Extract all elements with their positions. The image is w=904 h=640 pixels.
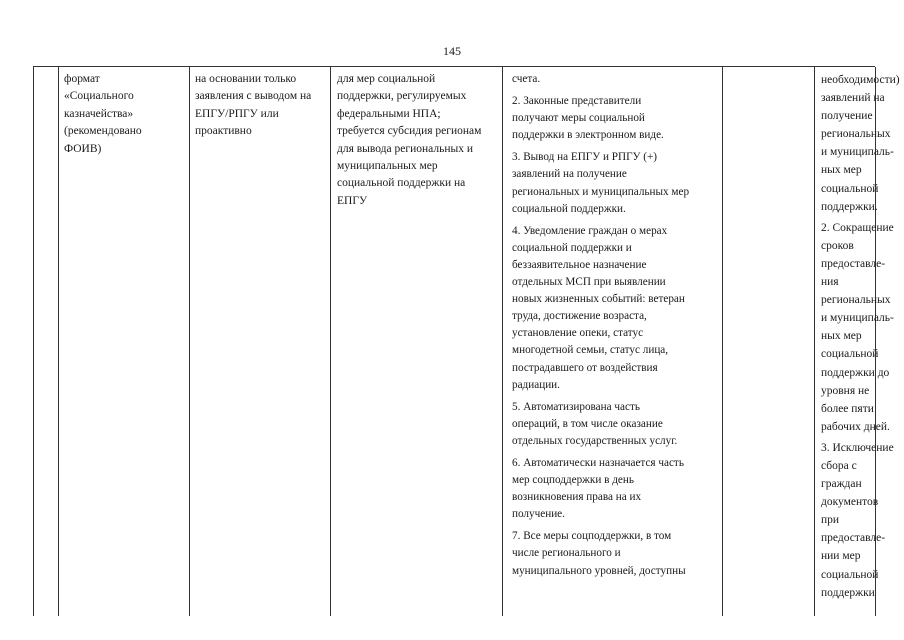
text-line: счета. xyxy=(512,73,541,85)
cell-number-text xyxy=(34,67,58,71)
text-line: поддержки xyxy=(821,586,875,599)
list-item xyxy=(821,71,900,216)
text-line: 4. Уведомление граждан о мерах xyxy=(512,224,668,237)
text-line: поддержки в электронном виде. xyxy=(512,129,664,142)
text-line: (рекомендовано xyxy=(64,125,142,138)
text-line: ния xyxy=(821,276,839,289)
text-line: предоставле- xyxy=(821,257,886,270)
text-line: социальной xyxy=(821,348,879,361)
text-line: многодетной семьи, статус лица, xyxy=(512,344,669,357)
list-item xyxy=(512,223,720,394)
text-line: возникновения права на их xyxy=(512,491,642,504)
text-line: новых жизненных событий: ветеран xyxy=(512,293,685,306)
text-line: поддержки до xyxy=(821,366,890,379)
text-line: ных мер xyxy=(821,164,862,177)
text-line: при xyxy=(821,514,840,527)
text-line: беззаявительное назначение xyxy=(512,258,647,271)
text-line: труда, достижение возраста, xyxy=(512,310,647,323)
list-item xyxy=(512,71,720,88)
document-table xyxy=(33,66,900,616)
text-line: получают меры социальной xyxy=(512,112,645,125)
text-line: более пяти xyxy=(821,402,874,415)
text-line: муниципального уровней, доступны xyxy=(512,564,686,577)
text-line: числе регионального и xyxy=(512,547,621,560)
list-item xyxy=(512,399,720,450)
text-line: региональных xyxy=(821,294,891,307)
text-line: рабочих дней. xyxy=(821,420,890,433)
list-item xyxy=(512,455,720,523)
text-line: социальной xyxy=(821,568,879,581)
list-item xyxy=(512,528,720,579)
text-line: заявлений на получение xyxy=(512,168,627,181)
text-line: необходимости) xyxy=(821,74,900,86)
text-line: социальной xyxy=(821,182,879,195)
text-line: и муниципаль- xyxy=(821,146,894,159)
text-line: операций, в том числе оказание xyxy=(512,417,663,430)
text-line: и муниципаль- xyxy=(821,312,894,325)
text-line: социальной поддержки. xyxy=(512,202,626,215)
table-cell-effects xyxy=(815,67,900,616)
text-line: ФОИВ) xyxy=(64,142,102,155)
cell-format-text xyxy=(59,67,189,158)
text-line: сроков xyxy=(821,239,854,252)
text-line: заявления с выводом на xyxy=(195,90,312,103)
text-line: граждан xyxy=(821,478,862,491)
text-line: отдельных МСП при выявлении xyxy=(512,276,666,289)
text-line: поддержки, регулируемых xyxy=(337,90,467,103)
text-line: ЕПГУ/РПГУ или xyxy=(195,107,279,120)
text-line: сбора с xyxy=(821,459,857,472)
cell-results-list xyxy=(503,67,722,580)
text-line: уровня не xyxy=(821,384,870,397)
text-line: 2. Законные представители xyxy=(512,95,642,108)
text-line: региональных и муниципальных мер xyxy=(512,185,690,198)
text-line: радиации. xyxy=(512,378,560,391)
list-item xyxy=(512,149,720,217)
text-line: поддержки. xyxy=(821,200,878,213)
text-line: требуется субсидия регионам xyxy=(337,125,482,138)
text-line: «Социального xyxy=(64,90,134,103)
cell-effects-list xyxy=(815,67,900,602)
text-line: заявлений на xyxy=(821,92,885,105)
table-cell-empty xyxy=(723,67,815,616)
text-line: 2. Сокращение xyxy=(821,221,894,234)
text-line: получение. xyxy=(512,508,565,521)
text-line: нии мер xyxy=(821,550,861,563)
text-line: проактивно xyxy=(195,125,252,138)
list-item xyxy=(821,439,894,602)
cell-empty-text xyxy=(723,67,814,71)
text-line: казначейства» xyxy=(64,107,134,120)
cell-regulation-text xyxy=(331,67,502,210)
table-cell-format xyxy=(59,67,190,616)
text-line: на основании только xyxy=(195,73,297,85)
text-line: 3. Исключение xyxy=(821,441,894,454)
text-line: для мер социальной xyxy=(337,73,436,85)
text-line: пострадавшего от воздействия xyxy=(512,361,658,374)
table-cell-number xyxy=(34,67,59,616)
text-line: 6. Автоматически назначается часть xyxy=(512,456,684,469)
cell-basis-text xyxy=(190,67,330,141)
text-line: для вывода региональных и xyxy=(337,142,473,155)
text-line: 5. Автоматизирована часть xyxy=(512,400,640,413)
text-line: установление опеки, статус xyxy=(512,327,644,340)
table-cell-results xyxy=(503,67,723,616)
text-line: муниципальных мер xyxy=(337,160,438,173)
text-line: формат xyxy=(64,73,100,85)
text-line: федеральными НПА; xyxy=(337,107,441,120)
text-line: 7. Все меры соцподдержки, в том xyxy=(512,530,672,543)
text-line: ЕПГУ xyxy=(337,194,368,207)
text-line: мер соцподдержки в день xyxy=(512,474,634,487)
list-item xyxy=(821,219,894,436)
table-cell-regulation xyxy=(331,67,503,616)
text-line: предоставле- xyxy=(821,532,886,545)
text-line: социальной поддержки и xyxy=(512,241,632,254)
page-number: 145 xyxy=(443,44,461,58)
text-line: региональных xyxy=(821,128,891,141)
text-line: 3. Вывод на ЕПГУ и РПГУ (+) xyxy=(512,151,658,164)
text-line: отдельных государственных услуг. xyxy=(512,434,678,447)
text-line: ных мер xyxy=(821,330,862,343)
text-line: социальной поддержки на xyxy=(337,177,466,190)
table-cell-basis xyxy=(190,67,331,616)
text-line: документов xyxy=(821,496,879,509)
list-item xyxy=(512,93,720,144)
text-line: получение xyxy=(821,110,873,123)
